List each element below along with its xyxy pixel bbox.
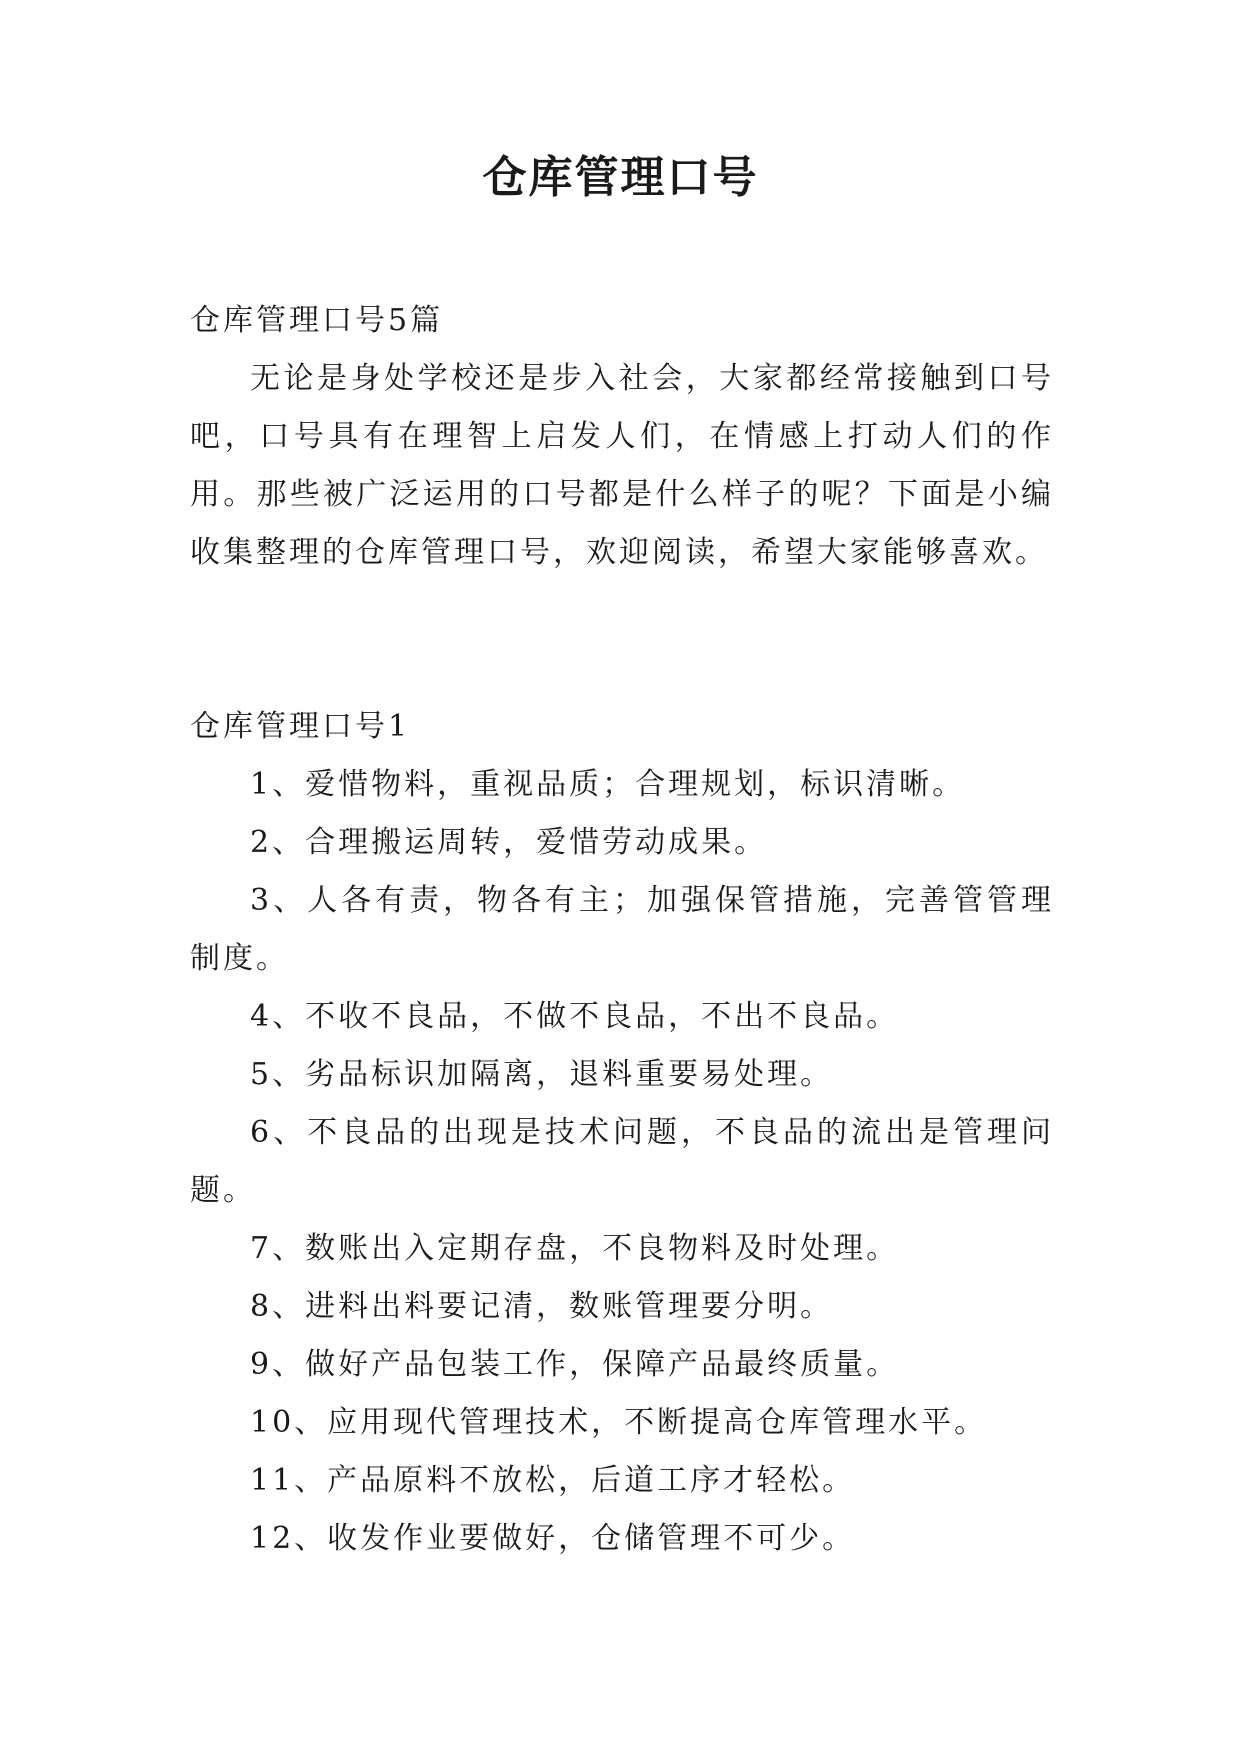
slogan-item: 10、应用现代管理技术，不断提高仓库管理水平。 (250, 1405, 988, 1440)
section-spacer (190, 582, 1054, 698)
slogan-item: 12、收发作业要做好，仓储管理不可少。 (250, 1521, 856, 1556)
slogan-item: 3、人各有责，物各有主；加强保管措施，完善管管理制度。 (190, 883, 1054, 976)
document-body (190, 292, 1054, 1568)
document-title: 仓库管理口号 (482, 152, 759, 203)
slogan-item: 4、不收不良品，不做不良品，不出不良品。 (250, 999, 900, 1034)
section-heading: 仓库管理口号1 (190, 709, 411, 744)
slogan-item: 11、产品原料不放松，后道工序才轻松。 (250, 1463, 856, 1498)
slogan-list (190, 756, 1054, 1568)
slogan-item: 8、进料出料要记清，数账管理要分明。 (250, 1289, 834, 1324)
slogan-item: 2、合理搬运周转，爱惜劳动成果。 (250, 825, 768, 860)
slogan-item: 5、劣品标识加隔离，退料重要易处理。 (250, 1057, 834, 1092)
slogan-item: 1、爱惜物料，重视品质；合理规划，标识清晰。 (250, 767, 966, 802)
document-subtitle: 仓库管理口号5篇 (190, 303, 444, 338)
slogan-item: 9、做好产品包装工作，保障产品最终质量。 (250, 1347, 900, 1382)
slogan-item: 6、不良品的出现是技术问题，不良品的流出是管理问题。 (190, 1115, 1054, 1208)
intro-paragraph: 无论是身处学校还是步入社会，大家都经常接触到口号吧，口号具有在理智上启发人们，在情感上打动人们的作用。那些被广泛运用的口号都是什么样子的呢？下面是小编收集整理的仓库管理口号，欢迎阅读，希望大家能够喜欢。 (190, 361, 1054, 570)
slogan-item: 7、数账出入定期存盘，不良物料及时处理。 (250, 1231, 900, 1266)
